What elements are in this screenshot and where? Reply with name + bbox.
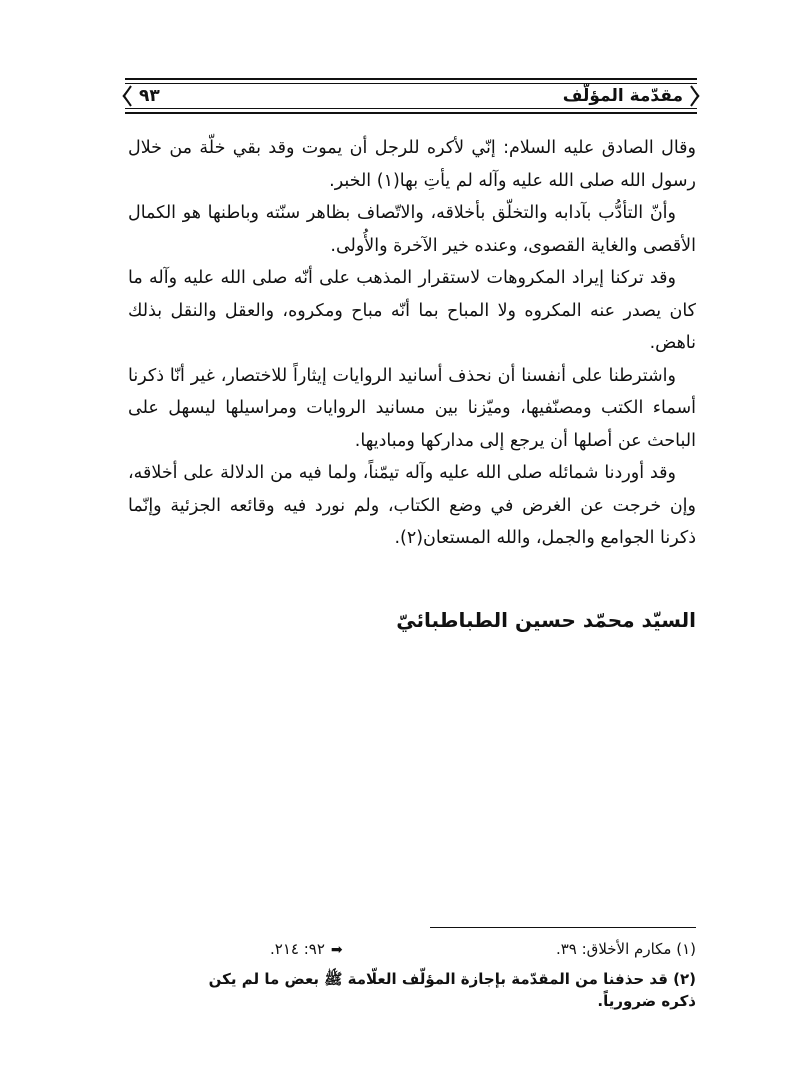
footnote-divider bbox=[430, 927, 696, 928]
cross-reference-text: ٩٢: ٢١٤. bbox=[270, 940, 325, 958]
paragraph: وأنّ التأدُّب بآدابه والتخلّق بأخلاقه، والاتّصاف بظاهر سنّته وباطنها هو الكمال الأقصى والغاية القصوى، وعنده خير الآخرة والأُولى. bbox=[128, 203, 696, 256]
paragraph: وقال الصادق عليه السلام: إنّي لأكره للرجل أن يموت وقد بقي خلّة من خلال رسول الله صلى الله عليه وآله لم يأتِ بها(١) الخبر. bbox=[128, 138, 696, 191]
running-header bbox=[125, 78, 697, 114]
arrow-right-icon: ➡ bbox=[330, 942, 343, 958]
header-right-ornament-icon bbox=[689, 84, 701, 108]
main-text bbox=[128, 132, 696, 555]
paragraph: وقد تركنا إيراد المكروهات لاستقرار المذهب على أنّه صلى الله عليه وآله ما كان يصدر عنه المكروه ولا المباح بما أنّه مباح ومكروه، والعقل والنقل بذلك ناهض. bbox=[128, 268, 696, 353]
running-title: مقدّمة المؤلّف bbox=[562, 86, 683, 106]
footnote-cross-reference[interactable] bbox=[270, 940, 343, 958]
footnote-1: (١) مكارم الأخلاق: ٣٩. bbox=[555, 940, 696, 958]
footnote-2: (٢) قد حذفنا من المقدّمة بإجازة المؤلّف العلّامة ﷺ بعض ما لم يكن ذكره ضرورياً. bbox=[208, 970, 696, 1010]
footnote-line bbox=[270, 940, 696, 964]
paragraph: واشترطنا على أنفسنا أن نحذف أسانيد الروايات إيثاراً للاختصار، غير أنّا ذكرنا أسماء الكتب ومصنّفيها، وميّزنا بين مسانيد الروايات ومراسيلها ليسهل على الباحث عن أصلها أن يرجع إلى مداركها ومباديها. bbox=[128, 365, 696, 451]
author-signature: السيّد محمّد حسين الطباطبائيّ bbox=[396, 608, 696, 632]
header-left-ornament-icon bbox=[121, 84, 133, 108]
page-number: ٩٣ bbox=[139, 86, 160, 106]
paragraph: وقد أوردنا شمائله صلى الله عليه وآله تيمّناً، ولما فيه من الدلالة على أخلاقه، وإن خرجت عن الغرض في وضع الكتاب، ولم نورد فيه وقائعه الجزئية وإنّما ذكرنا الجوامع والجمل، والله المستعان(٢). bbox=[128, 463, 696, 548]
